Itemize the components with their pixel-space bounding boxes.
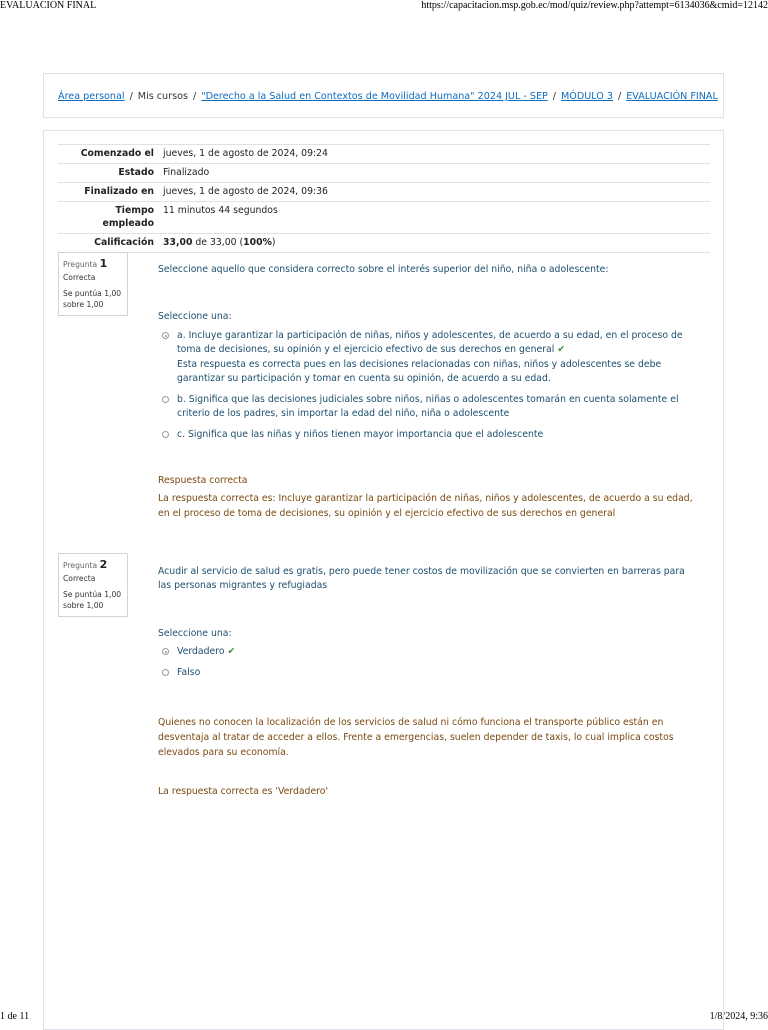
answer-option-label: c. Significa que las niñas y niños tienen mayor importancia que el adolescente xyxy=(177,429,544,440)
grade-score: 33,00 xyxy=(163,237,193,249)
summary-label: Tiempo empleado xyxy=(58,202,159,234)
answer-prompt: Seleccione una: xyxy=(158,311,232,322)
right-answer: La respuesta correcta es: Incluye garantizar la participación de niñas, niños y adolescentes, de acuerdo a su edad, en el proceso de toma de decisiones, su opinión y el ejercicio efectivo de sus derechos en general xyxy=(158,493,693,519)
breadcrumb-link-area-personal[interactable]: Área personal xyxy=(58,91,125,102)
answer-option[interactable] xyxy=(162,428,702,442)
attempt-summary-table xyxy=(58,144,710,253)
outcome-title: Respuesta correcta xyxy=(158,475,248,486)
right-answer: La respuesta correcta es 'Verdadero' xyxy=(158,786,329,797)
summary-label: Comenzado el xyxy=(58,145,159,164)
question-label: Pregunta xyxy=(63,561,98,570)
breadcrumb xyxy=(58,91,718,102)
breadcrumb-item-mis-cursos: Mis cursos xyxy=(137,91,188,102)
summary-row-started xyxy=(58,145,710,164)
answer-option[interactable] xyxy=(162,393,702,422)
summary-row-grade xyxy=(58,234,710,253)
summary-row-state xyxy=(58,164,710,183)
question-label: Pregunta xyxy=(63,260,98,269)
summary-value: jueves, 1 de agosto de 2024, 09:24 xyxy=(159,145,710,164)
answer-option[interactable] xyxy=(162,329,702,387)
breadcrumb-separator: / xyxy=(617,91,622,102)
question-number: 1 xyxy=(99,257,108,270)
breadcrumb-link-module[interactable]: MÓDULO 3 xyxy=(561,91,613,102)
radio-button[interactable] xyxy=(162,332,169,339)
breadcrumb-separator: / xyxy=(192,91,197,102)
summary-label: Calificación xyxy=(58,234,159,253)
question-info-box xyxy=(58,553,128,617)
answer-option[interactable] xyxy=(162,645,702,659)
breadcrumb-separator: / xyxy=(552,91,557,102)
grade-percent: 100% xyxy=(243,237,272,249)
summary-value xyxy=(159,234,710,253)
grade-total: de 33,00 ( xyxy=(195,237,244,249)
answer-option-label: a. Incluye garantizar la participación de niñas, niños y adolescentes, de acuerdo a su edad, en el proceso de toma de decisiones, su opinión y el ejercicio efectivo de sus derechos en general xyxy=(177,330,683,356)
breadcrumb-link-quiz[interactable]: EVALUACIÓN FINAL xyxy=(626,91,718,102)
print-page-url: https://capacitacion.msp.gob.ec/mod/quiz/review.php?attempt=6134036&cmid=12142 xyxy=(421,0,768,11)
summary-value: 11 minutos 44 segundos xyxy=(159,202,710,234)
question-grade: Se puntúa 1,00 sobre 1,00 xyxy=(63,590,122,610)
answer-option-label: Falso xyxy=(177,667,201,678)
radio-button[interactable] xyxy=(162,648,169,655)
summary-value: Finalizado xyxy=(159,164,710,183)
question-state: Correcta xyxy=(63,273,96,282)
specific-feedback: Esta respuesta es correcta pues en las decisiones relacionadas con niñas, niños y adolescentes se debe garantizar su participación y tomar en cuenta su opinión, de acuerdo a su edad. xyxy=(177,358,662,385)
answer-prompt: Seleccione una: xyxy=(158,628,232,639)
question-grade: Se puntúa 1,00 sobre 1,00 xyxy=(63,289,122,309)
check-icon: ✔ xyxy=(227,646,236,657)
summary-row-time-taken xyxy=(58,202,710,234)
radio-button[interactable] xyxy=(162,431,169,438)
summary-value: jueves, 1 de agosto de 2024, 09:36 xyxy=(159,183,710,202)
check-icon: ✔ xyxy=(557,344,566,356)
print-page-number: 1 de 11 xyxy=(0,1011,30,1022)
summary-label: Finalizado en xyxy=(58,183,159,202)
answer-option-label: Verdadero xyxy=(177,646,225,657)
breadcrumb-separator: / xyxy=(129,91,133,102)
breadcrumb-link-course[interactable]: "Derecho a la Salud en Contextos de Movilidad Humana" 2024 JUL - SEP xyxy=(201,91,548,102)
question-state: Correcta xyxy=(63,574,96,583)
question-number: 2 xyxy=(99,558,108,571)
radio-button[interactable] xyxy=(162,669,169,676)
breadcrumb-card xyxy=(43,73,724,118)
summary-row-completed xyxy=(58,183,710,202)
summary-label: Estado xyxy=(58,164,159,183)
print-page-title: EVALUACION FINAL xyxy=(0,0,97,11)
grade-close: ) xyxy=(271,237,276,249)
radio-button[interactable] xyxy=(162,396,169,403)
general-feedback: Quienes no conocen la localización de los servicios de salud ni cómo funciona el transporte público están en desventaja al tratar de acceder a ellos. Frente a emergencias, suelen depender de taxis, lo cual implica costos elevados para su economía. xyxy=(158,717,674,758)
answer-option[interactable] xyxy=(162,666,702,680)
question-text: Seleccione aquello que considera correcto sobre el interés superior del niño, niña o adolescente: xyxy=(158,264,609,275)
question-info-box xyxy=(58,252,128,316)
answer-option-label: b. Significa que las decisiones judiciales sobre niños, niñas o adolescentes tomarán en cuenta solamente el criterio de los padres, sin importar la edad del niño, niña o adolescente xyxy=(177,394,679,420)
question-text: Acudir al servicio de salud es gratis, pero puede tener costos de movilización que se convierten en barreras para las personas migrantes y refugiadas xyxy=(158,566,685,592)
print-datetime: 1/8/2024, 9:36 xyxy=(709,1011,768,1022)
